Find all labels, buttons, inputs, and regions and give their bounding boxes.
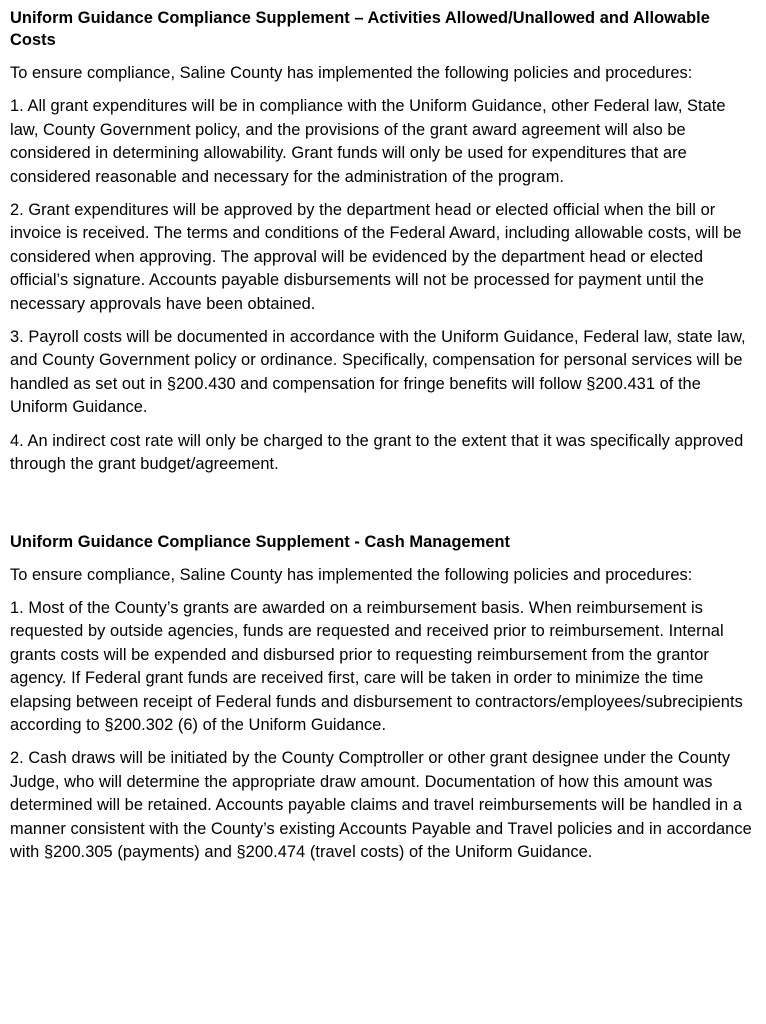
section-heading: Uniform Guidance Compliance Supplement - Cash Management xyxy=(10,532,511,551)
section-heading: Uniform Guidance Compliance Supplement – Activities Allowed/Unallowed and Allowable Costs xyxy=(10,9,710,49)
policy-paragraph-2: 2. Grant expenditures will be approved by the department head or elected official when the bill or invoice is received. The terms and conditions of the Federal Award, including allowable costs, will be considered when approving. The approval will be evidenced by the department head or elected official’s signature. Accounts payable disbursements will not be processed for payment until the necessary approvals have been obtained. xyxy=(10,201,742,313)
policy-paragraph-1: 1. Most of the County’s grants are awarded on a reimbursement basis. When reimbursement is requested by outside agencies, funds are requested and received prior to reimbursement. Internal grants costs will be expended and disbursed prior to requesting reimbursement from the grantor agency. If Federal grant funds are received first, care will be taken in order to minimize the time elapsing between receipt of Federal funds and disbursement to contractors/employees/subrecipients according to §200.302 (6) of the Uniform Guidance. xyxy=(10,598,743,734)
document-page xyxy=(10,7,758,874)
section-allowable-costs xyxy=(10,7,758,477)
policy-paragraph-4: 4. An indirect cost rate will only be charged to the grant to the extent that it was specifically approved through the grant budget/agreement. xyxy=(10,431,744,474)
policy-paragraph-2: 2. Cash draws will be initiated by the County Comptroller or other grant designee under the County Judge, who will determine the appropriate draw amount. Documentation of how this amount was determined will be retained. Accounts payable claims and travel reimbursements will be handled in a manner consistent with the County’s existing Accounts Payable and Travel policies and in accordance with §200.305 (payments) and §200.474 (travel costs) of the Uniform Guidance. xyxy=(10,749,752,861)
intro-paragraph: To ensure compliance, Saline County has implemented the following policies and procedures: xyxy=(10,64,693,82)
policy-paragraph-3: 3. Payroll costs will be documented in accordance with the Uniform Guidance, Federal law, state law, and County Government policy or ordinance. Specifically, compensation for personal services will be handled as set out in §200.430 and compensation for fringe benefits will follow §200.431 of the Uniform Guidance. xyxy=(10,328,746,417)
section-spacer xyxy=(10,487,758,531)
section-cash-management xyxy=(10,531,758,865)
intro-paragraph: To ensure compliance, Saline County has implemented the following policies and procedures: xyxy=(10,565,693,584)
policy-paragraph-1: 1. All grant expenditures will be in compliance with the Uniform Guidance, other Federal law, State law, County Government policy, and the provisions of the grant award agreement will also be considered in determining allowability. Grant funds will only be used for expenditures that are considered reasonable and necessary for the administration of the program. xyxy=(10,97,726,186)
